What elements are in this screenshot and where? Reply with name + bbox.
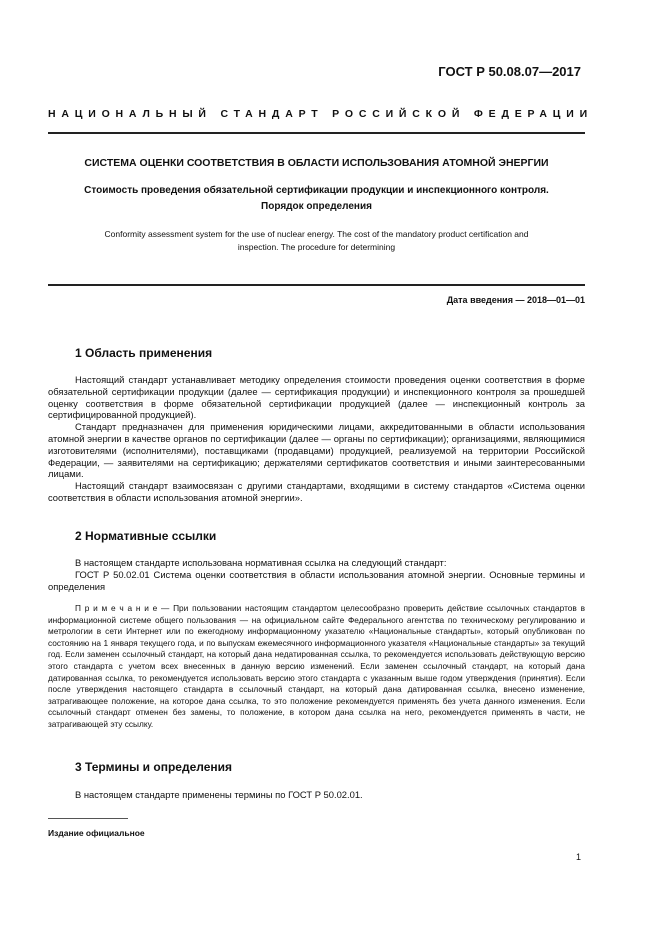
paragraph: В настоящем стандарте применены термины по ГОСТ Р 50.02.01. <box>75 789 363 800</box>
english-title-line-2: inspection. The procedure for determining <box>237 242 396 252</box>
document-id: ГОСТ Р 50.08.07—2017 <box>438 64 581 79</box>
section-3-heading: 3 Термины и определения <box>75 760 233 774</box>
document-subtitle <box>48 183 585 215</box>
note-text: — При пользовании настоящим стандартом целесообразно проверить действие ссылочных стандартов в информационной системе общего пользования — на официальном сайте Федерального агентства по техническому регулированию и метрологии в сети Интернет или по ежегодному информационному указателю «Национальные стандарты», который опубликован по состоянию на 1 января текущего года, и по выпускам ежемесячного информационного указателя «Национальные стандарты» за текущий год. Если заменен ссылочный стандарт, на который дана недатированная ссылка, то рекомендуется использовать действующую версию этого стандарта с учетом всех внесенных в данную версию изменений. Если заменен ссылочный стандарт, на который дана датированная ссылка, то рекомендуется использовать версию этого стандарта с указанным выше годом утверждения (принятия). Если после утверждения настоящего стандарта в ссылочный стандарт, на который дана датированная ссылка, внесено изменение, затрагивающее положение, на которое дана ссылка, то это положение рекомендуется применять без учета данного изменения. Если ссылочный стандарт отменен без замены, то положение, в котором дана ссылка на него, рекомендуется применять в части, не затрагивающей эту ссылку. <box>48 603 585 729</box>
paragraph: Настоящий стандарт взаимосвязан с другими стандартами, входящими в систему стандартов «Система оценки соответствия в области использования атомной энергии». <box>48 480 585 503</box>
header-divider <box>48 132 585 134</box>
paragraph: В настоящем стандарте использована нормативная ссылка на следующий стандарт: <box>75 557 447 568</box>
english-title <box>60 228 573 254</box>
section-3-body <box>48 789 585 801</box>
english-title-line-1: Conformity assessment system for the use of nuclear energy. The cost of the mandatory product certification and <box>104 229 529 239</box>
paragraph: Настоящий стандарт устанавливает методику определения стоимости проведения оценки соответствия в форме обязательной сертификации продукции (далее — сертификация продукции) и инспекционного контроля за прошедшей оценку соответствия в форме обязательной сертификации продукцией (далее — инспекционный контроль за сертифицированной продукцией). <box>48 374 585 421</box>
section-1-heading: 1 Область применения <box>75 346 213 360</box>
note-label: П р и м е ч а н и е <box>75 603 158 613</box>
paragraph: Стандарт предназначен для применения юридическими лицами, аккредитованными в области использования атомной энергии в качестве органов по сертификации (далее — органы по сертификации); организациями, являющимися изготовителями (исполнителями), поставщиками (продавцами) продукцией, реализуемой на территории Российской Федерации, — заявителями на сертификацию; держателями сертификатов соответствия и иными заинтересованными лицами. <box>48 421 585 480</box>
section-2-heading: 2 Нормативные ссылки <box>75 529 217 543</box>
section-1-body <box>48 374 585 504</box>
paragraph: ГОСТ Р 50.02.01 Система оценки соответствия в области использования атомной энергии. Основные термины и определения <box>48 568 585 592</box>
subtitle-line-2: Порядок определения <box>261 201 372 212</box>
title-divider <box>48 284 585 286</box>
section-2-body <box>48 557 585 592</box>
edition-label: Издание официальное <box>48 828 145 838</box>
reference-note <box>48 603 585 731</box>
subtitle-line-1: Стоимость проведения обязательной сертификации продукции и инспекционного контроля. <box>84 185 549 196</box>
page-number: 1 <box>575 852 581 862</box>
document-main-title: СИСТЕМА ОЦЕНКИ СООТВЕТСТВИЯ В ОБЛАСТИ ИСПОЛЬЗОВАНИЯ АТОМНОЙ ЭНЕРГИИ <box>84 157 549 169</box>
introduction-date: Дата введения — 2018—01—01 <box>446 295 585 305</box>
footer-divider <box>48 818 128 819</box>
standard-kind-title: НАЦИОНАЛЬНЫЙ СТАНДАРТ РОССИЙСКОЙ ФЕДЕРАЦИИ <box>48 108 593 120</box>
